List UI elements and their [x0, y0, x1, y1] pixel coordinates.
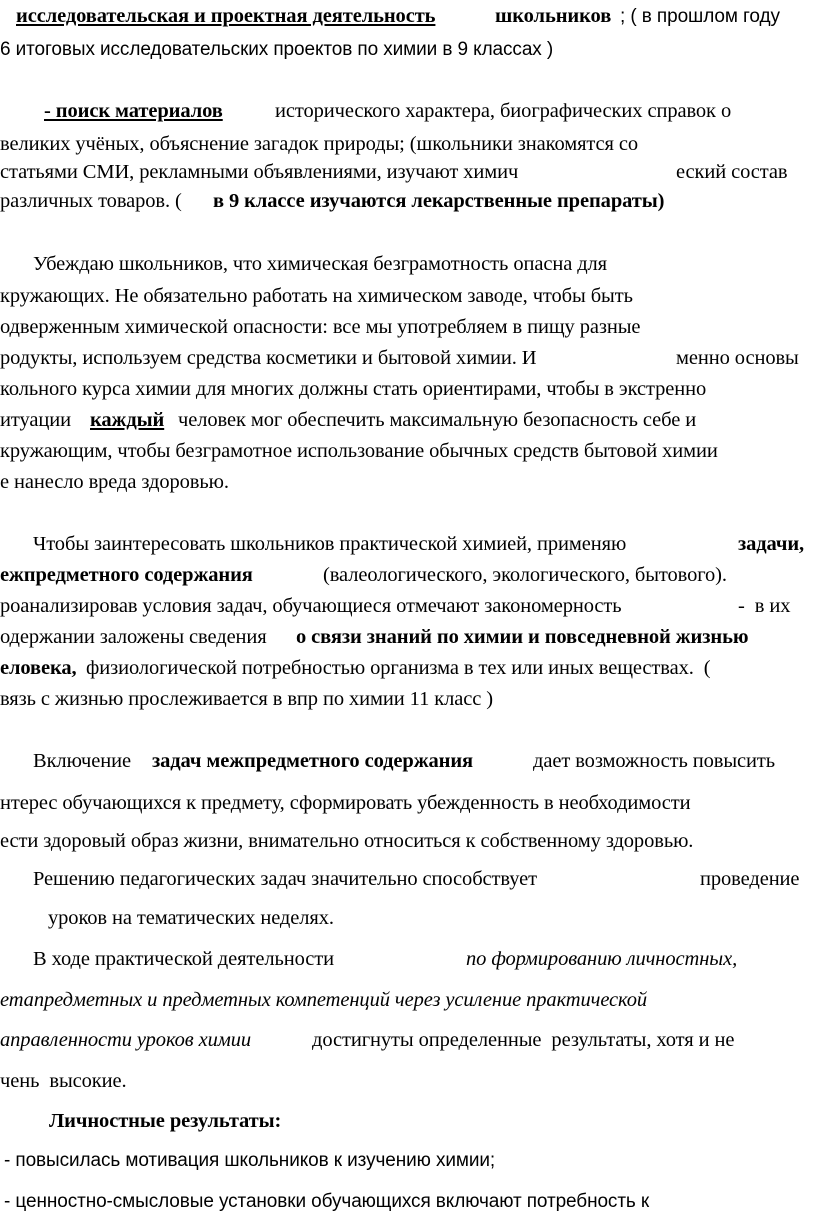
text-line: исторического характера, биографических справок о: [275, 100, 732, 122]
text-line: дает возможность повысить: [528, 750, 776, 772]
text-italic: по формированию личностных,: [466, 948, 738, 970]
text-bold: в 9 классе изучаются лекарственные препараты): [213, 190, 665, 212]
text-line: различных товаров. (: [0, 190, 187, 212]
text-line: чень высокие.: [0, 1070, 127, 1092]
text-line: Включение: [33, 750, 136, 772]
text-bold: задачи,: [738, 533, 805, 555]
text-line: физиологической потребностью организма в тех или иных веществах. (: [81, 657, 711, 679]
text-line: ; ( в прошлом году: [620, 6, 780, 27]
text-italic: етапредметных и предметных компетенций через усиление практической: [0, 989, 648, 1011]
text-line: Убеждаю школьников, что химическая безграмотность опасна для: [33, 253, 608, 275]
text-line: статьями СМИ, рекламными объявлениями, изучают химич: [0, 161, 519, 183]
text-line: уроков на тематических неделях.: [48, 907, 334, 929]
text-line: Чтобы заинтересовать школьников практической химией, применяю: [33, 533, 642, 555]
text-line: одержании заложены сведения: [0, 626, 267, 648]
text-line: человек мог обеспечить максимальную безопасность себе и: [168, 409, 697, 431]
text-line: ести здоровый образ жизни, внимательно относиться к собственному здоровью.: [0, 830, 694, 852]
text-line: кружающих. Не обязательно работать на химическом заводе, чтобы быть: [0, 285, 633, 307]
text-line: достигнуты определенные результаты, хотя и не: [312, 1029, 735, 1051]
text-line: проведение: [700, 868, 800, 890]
text-bold: ежпредметного содержания: [0, 564, 253, 586]
text-line: Решению педагогических задач значительно способствует: [33, 868, 538, 890]
text-line: итуации: [0, 409, 81, 431]
personal-results-heading: Личностные результаты:: [49, 1110, 282, 1132]
text-line: (валеологического, экологического, бытового).: [323, 564, 727, 586]
list-item: - повысилась мотивация школьников к изучению химии;: [4, 1150, 496, 1171]
text-line: родукты, используем средства косметики и бытовой химии. И: [0, 347, 537, 369]
text-line: еский состав: [676, 161, 788, 183]
activity-title: исследовательская и проектная деятельность: [16, 5, 436, 27]
text-line: кольного курса химии для многих должны стать ориентирами, чтобы в экстренно: [0, 378, 707, 400]
text-line: вязь с жизнью прослеживается в впр по химии 11 класс ): [0, 688, 493, 710]
text-line: В ходе практической деятельности: [33, 948, 334, 970]
list-item: - ценностно-смысловые установки обучающихся включают потребность к: [4, 1191, 650, 1212]
text-line: великих учёных, объяснение загадок природы; (школьники знакомятся со: [0, 133, 639, 155]
text-line: 6 итоговых исследовательских проектов по химии в 9 классах ): [0, 39, 554, 60]
text-line: - в их: [738, 595, 791, 617]
search-materials-heading: - поиск материалов: [44, 100, 223, 122]
emphasis-word: каждый: [90, 409, 165, 431]
text-line: менно основы: [676, 347, 799, 369]
text-bold: еловека,: [0, 657, 77, 679]
text-line: одверженным химической опасности: все мы употребляем в пищу разные: [0, 316, 641, 338]
text-line: е нанесло вреда здоровью.: [0, 471, 229, 493]
text-bold: школьников: [490, 5, 612, 27]
text-italic: аправленности уроков химии: [0, 1029, 252, 1051]
text-line: роанализировав условия задач, обучающиеся отмечают закономерность: [0, 595, 622, 617]
text-bold: о связи знаний по химии и повседневной жизнью: [296, 626, 749, 648]
text-line: нтерес обучающихся к предмету, сформировать убежденность в необходимости: [0, 792, 691, 814]
text-line: кружающим, чтобы безграмотное использование обычных средств бытовой химии: [0, 440, 718, 462]
text-bold: задач межпредметного содержания: [152, 750, 474, 772]
